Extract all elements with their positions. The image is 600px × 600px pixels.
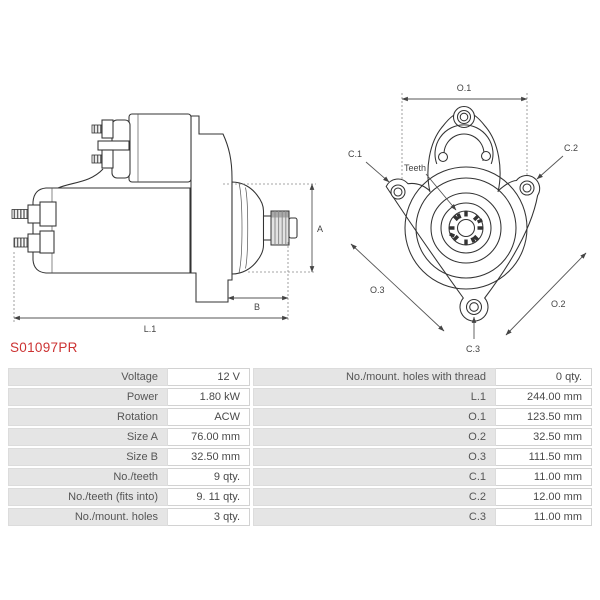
spec-value: 9. 11 qty. <box>168 488 250 506</box>
spec-label: Rotation <box>8 408 168 426</box>
table-row <box>253 508 592 526</box>
table-row <box>8 368 250 386</box>
spec-value: 76.00 mm <box>168 428 250 446</box>
spec-label: C.3 <box>253 508 496 526</box>
spec-label: O.2 <box>253 428 496 446</box>
dim-label-c3: C.3 <box>466 344 481 354</box>
table-row <box>253 428 592 446</box>
spec-value: 11.00 mm <box>496 508 592 526</box>
spec-label: Power <box>8 388 168 406</box>
spec-value: 1.80 kW <box>168 388 250 406</box>
spec-value: 9 qty. <box>168 468 250 486</box>
spec-label: No./mount. holes <box>8 508 168 526</box>
table-row <box>8 488 250 506</box>
dim-label-c2: C.2 <box>564 143 579 153</box>
spec-label: O.1 <box>253 408 496 426</box>
table-row <box>253 488 592 506</box>
dim-label-a: A <box>317 224 324 234</box>
mounting-flange <box>386 176 539 322</box>
starter-front-view-diagram <box>330 60 600 360</box>
spec-table-right <box>253 368 592 528</box>
spec-value: 32.50 mm <box>168 448 250 466</box>
table-row <box>8 448 250 466</box>
drive-end-housing <box>191 116 232 302</box>
starter-side-view-diagram <box>0 90 330 340</box>
spec-label: L.1 <box>253 388 496 406</box>
spec-label: O.3 <box>253 448 496 466</box>
spec-label: Size B <box>8 448 168 466</box>
spec-label: No./mount. holes with thread <box>253 368 496 386</box>
spec-value: 32.50 mm <box>496 428 592 446</box>
shaft-stub <box>289 218 297 238</box>
spec-label: Size A <box>8 428 168 446</box>
solenoid-wire <box>58 169 103 188</box>
spec-label: C.2 <box>253 488 496 506</box>
table-row <box>8 388 250 406</box>
dim-label-o2: O.2 <box>551 299 566 309</box>
spec-value: 0 qty. <box>496 368 592 386</box>
spec-value: ACW <box>168 408 250 426</box>
spec-value: 12 V <box>168 368 250 386</box>
dim-label-l1: L.1 <box>143 324 157 334</box>
table-row <box>253 468 592 486</box>
dim-label-o3: O.3 <box>370 285 385 295</box>
product-code: S01097PR <box>10 340 78 355</box>
spec-label: Voltage <box>8 368 168 386</box>
table-row <box>253 388 592 406</box>
table-row <box>8 408 250 426</box>
table-row <box>253 448 592 466</box>
table-row <box>8 468 250 486</box>
table-row <box>253 408 592 426</box>
spec-value: 111.50 mm <box>496 448 592 466</box>
spec-label: No./teeth <box>8 468 168 486</box>
spec-table <box>8 368 592 528</box>
spec-value: 12.00 mm <box>496 488 592 506</box>
table-row <box>8 428 250 446</box>
dim-label-b: B <box>254 302 261 312</box>
spec-value: 244.00 mm <box>496 388 592 406</box>
table-row <box>253 368 592 386</box>
table-row <box>8 508 250 526</box>
dim-label-c1: C.1 <box>348 149 363 159</box>
spec-label: No./teeth (fits into) <box>8 488 168 506</box>
spec-value: 11.00 mm <box>496 468 592 486</box>
teeth-label: Teeth <box>404 163 427 173</box>
dim-label-o1: O.1 <box>456 83 472 93</box>
spec-table-left <box>8 368 250 528</box>
spec-label: C.1 <box>253 468 496 486</box>
spec-value: 3 qty. <box>168 508 250 526</box>
spec-value: 123.50 mm <box>496 408 592 426</box>
motor-body <box>33 188 190 273</box>
